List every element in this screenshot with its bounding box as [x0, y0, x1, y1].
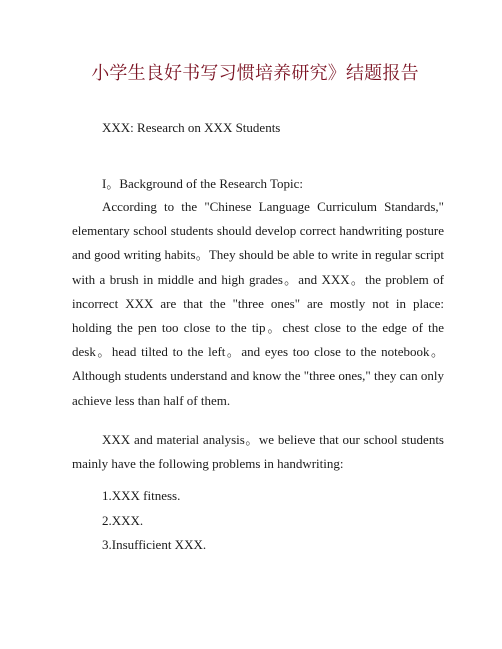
list-item: 3.Insufficient XXX.	[102, 537, 207, 552]
paragraph-analysis: XXX and material analysis。we believe that our school students mainly have the following problems in handwriting:	[72, 432, 444, 472]
list-item: 2.XXX.	[102, 513, 144, 528]
document-title: 小学生良好书写习惯培养研究》结题报告	[91, 63, 419, 84]
list-item: 1.XXX fitness.	[102, 488, 181, 503]
paragraph-background: According to the "Chinese Language Curriculum Standards," elementary school students should develop correct handwriting posture and good writing habits。They should be able to write in regular script with a brush in middle and high grades。and XXX。the problem of incorrect XXX are that the "three ones" are mostly not in place: holding the pen too close to the tip。chest close to the edge of the desk。head tilted to the left。and eyes too close to the notebook。Although students understand and know the "three ones," they can only achieve less than half of them.	[72, 199, 445, 408]
document-subtitle: XXX: Research on XXX Students	[102, 120, 281, 135]
section-heading: I。Background of the Research Topic:	[102, 176, 304, 191]
